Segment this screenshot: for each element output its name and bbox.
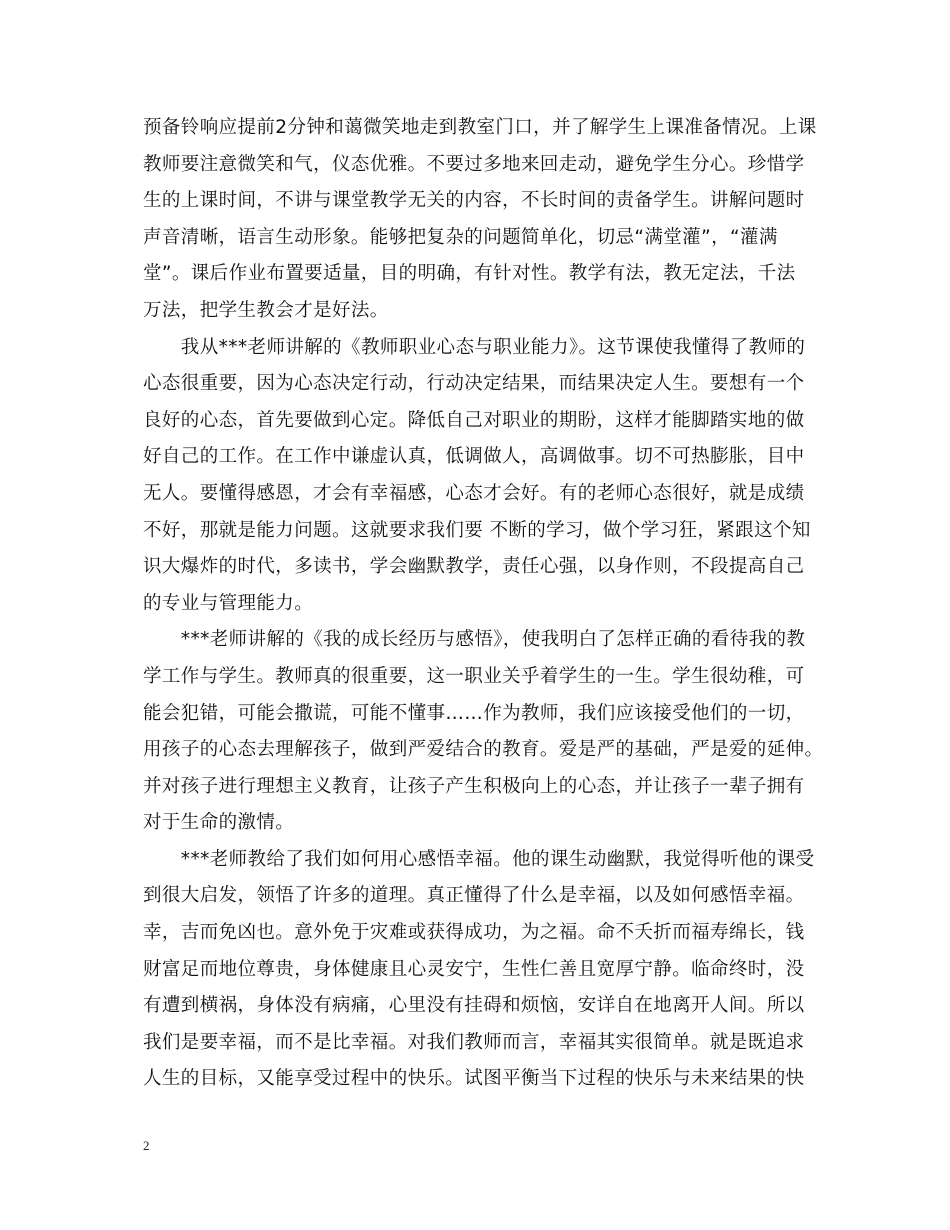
text-line: 良好的心态，首先要做到心定。降低自己对职业的期盼，这样才能脚踏实地的做 [143,409,805,431]
text-line: 万法，把学生教会才是好法。 [143,299,389,321]
text-line: 预备铃响应提前2分钟和蔼微笑地走到教室门口，并了解学生上课准备情况。上课 [143,117,817,138]
text-line: ***老师教给了我们如何用心感悟幸福。他的课生动幽默，我觉得听他的课受 [143,848,815,870]
text-line: 我从***老师讲解的《教师职业心态与职业能力》。这节课使我懂得了教师的 [143,336,806,358]
text-line: 学工作与学生。教师真的很重要，这一职业关乎着学生的一生。学生很幼稚，可 [143,665,805,687]
text-line: 我们是要幸福，而不是比幸福。对我们教师而言，幸福其实很简单。就是既追求 [143,1031,805,1053]
text-line: ***老师讲解的《我的成长经历与感悟》，使我明白了怎样正确的看待我的教 [143,629,806,651]
page-number: 2 [143,1138,150,1153]
text-line: 生的上课时间，不讲与课堂教学无关的内容，不长时间的责备学生。讲解问题时 [143,190,805,212]
text-line: 的专业与管理能力。 [143,592,314,614]
text-line: 无人。要懂得感恩，才会有幸福感，心态才会好。有的老师心态很好，就是成绩 [143,482,805,504]
text-line: 用孩子的心态去理解孩子，做到严爱结合的教育。爱是严的基础，严是爱的延伸。 [143,739,824,761]
text-line: 有遭到横祸，身体没有病痛，心里没有挂碍和烦恼，安详自在地离开人间。所以 [143,995,805,1017]
body-text [143,110,823,1098]
text-line: 人生的目标，又能享受过程中的快乐。试图平衡当下过程的快乐与未来结果的快 [143,1068,805,1090]
text-line: 幸，吉而免凶也。意外免于灾难或获得成功，为之福。命不夭折而福寿绵长，钱 [143,922,805,944]
text-line: 不好，那就是能力问题。这就要求我们要 不断的学习，做个学习狂，紧跟这个知 [143,519,811,541]
text-line: 教师要注意微笑和气，仪态优雅。不要过多地来回走动，避免学生分心。珍惜学 [143,153,805,175]
text-line: 能会犯错，可能会撒谎，可能不懂事……作为教师，我们应该接受他们的一切， [143,702,805,724]
text-line: 对于生命的激情。 [143,812,295,834]
text-line: 好自己的工作。在工作中谦虚认真，低调做人，高调做事。切不可热膨胀，目中 [143,446,805,468]
text-line: 心态很重要，因为心态决定行动，行动决定结果，而结果决定人生。要想有一个 [143,373,805,395]
text-line: 财富足而地位尊贵，身体健康且心灵安宁，生性仁善且宽厚宁静。临命终时，没 [143,958,805,980]
text-line: 到很大启发，领悟了许多的道理。真正懂得了什么是幸福，以及如何感悟幸福。 [143,885,805,907]
text-line: 识大爆炸的时代，多读书，学会幽默教学，责任心强，以身作则，不段提高自己 [143,556,805,578]
text-line: 堂”。课后作业布置要适量，目的明确，有针对性。教学有法，教无定法，千法 [143,263,796,285]
text-line: 声音清晰，语言生动形象。能够把复杂的问题简单化，切忌“满堂灌”，“灌满 [143,226,778,248]
text-line: 并对孩子进行理想主义教育，让孩子产生积极向上的心态，并让孩子一辈子拥有 [143,775,805,797]
